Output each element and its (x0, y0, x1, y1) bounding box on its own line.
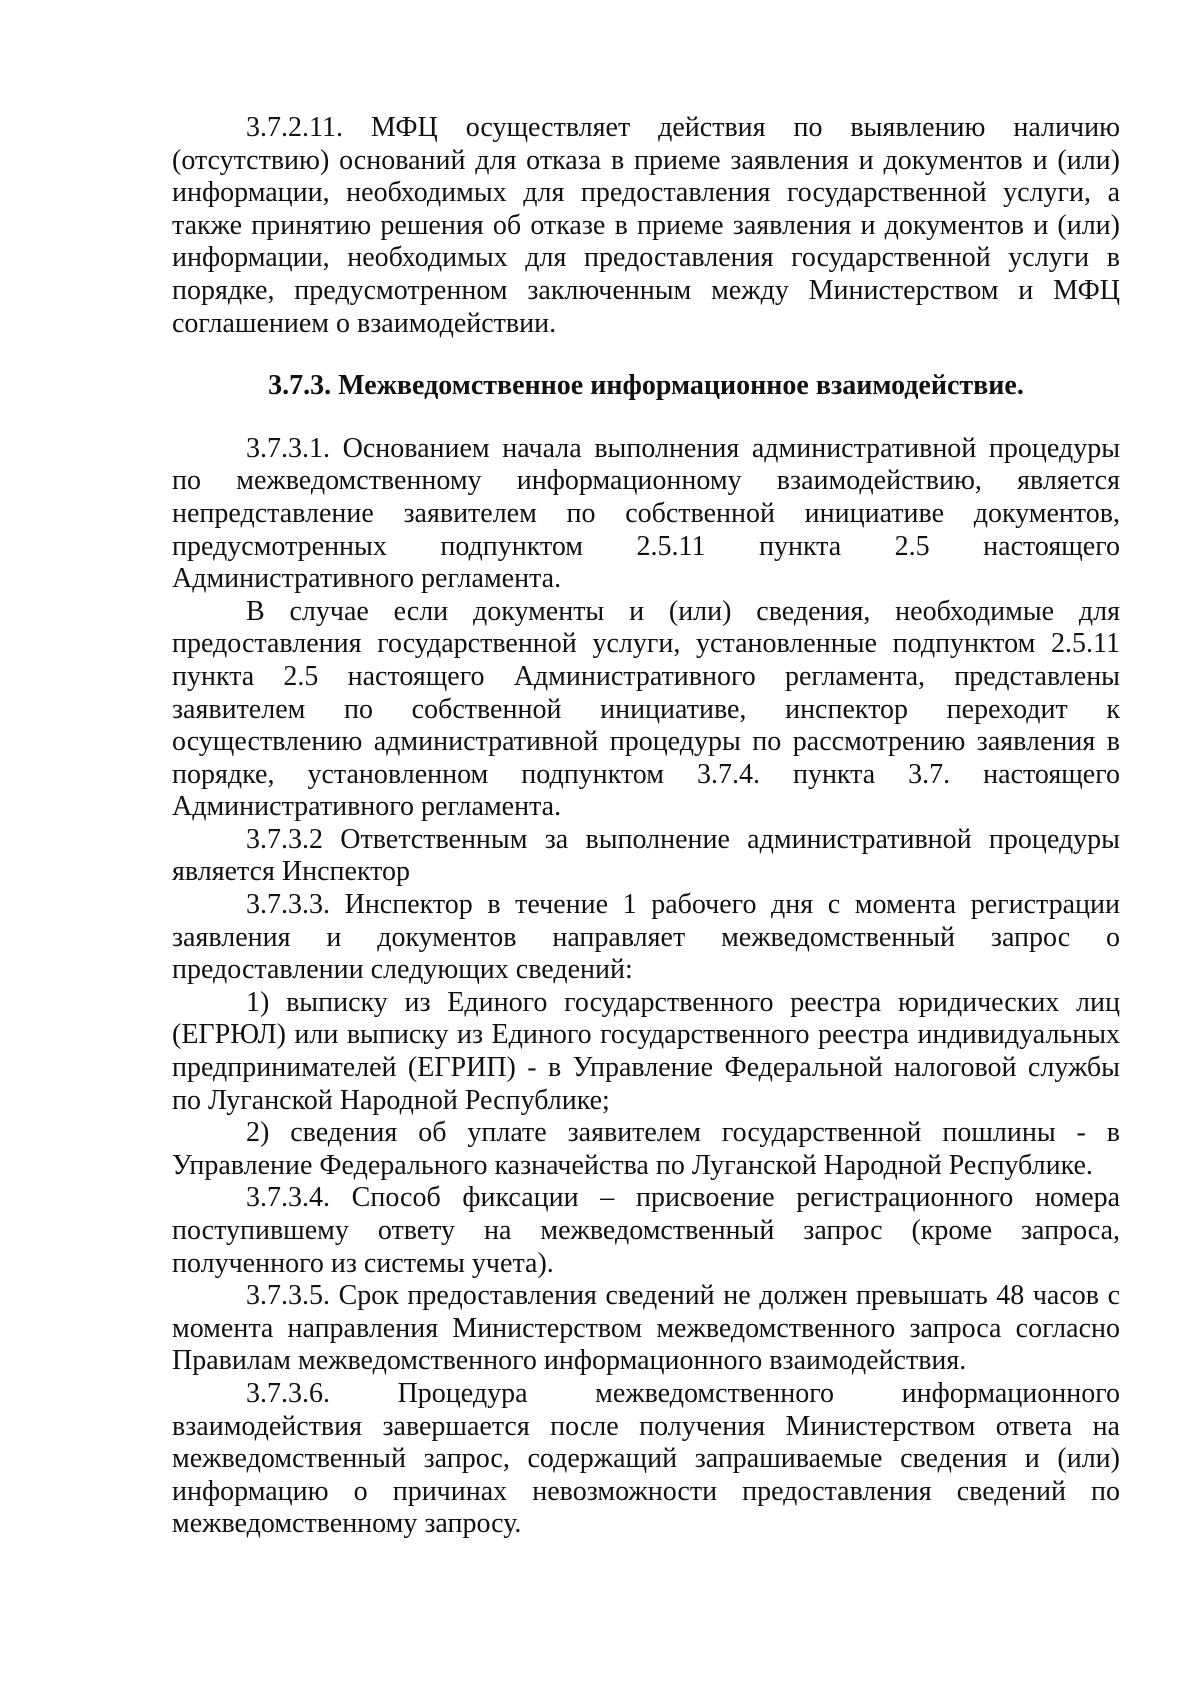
list-item-1-egrul: 1) выписку из Единого государственного реестра юридических лиц (ЕГРЮЛ) или выписку из Единого государственного реестра индивидуальных предпринимателей (ЕГРИП) - в Управление Федеральной налоговой службы по Луганской Народной Республике; (172, 986, 1120, 1116)
paragraph-3-7-2-11: 3.7.2.11. МФЦ осуществляет действия по выявлению наличию (отсутствию) оснований для отказа в приеме заявления и документов и (или) информации, необходимых для предоставления государственной услуги, а также принятию решения об отказе в приеме заявления и документов и (или) информации, необходимых для предоставления государственной услуги в порядке, предусмотренном заключенным между Министерством и МФЦ соглашением о взаимодействии. (172, 112, 1120, 339)
list-item-2-duty: 2) сведения об уплате заявителем государственной пошлины - в Управление Федерального казначейства по Луганской Народной Республике. (172, 1117, 1120, 1181)
paragraph-3-7-3-3: 3.7.3.3. Инспектор в течение 1 рабочего дня с момента регистрации заявления и документов направляет межведомственный запрос о предоставлении следующих сведений: (172, 889, 1120, 986)
paragraph-3-7-3-1: 3.7.3.1. Основанием начала выполнения административной процедуры по межведомственному информационному взаимодействию, является непредставление заявителем по собственной инициативе документов, предусмотренных подпунктом 2.5.11 пункта 2.5 настоящего Административного регламента. (172, 432, 1120, 595)
paragraph-self-initiative: В случае если документы и (или) сведения, необходимые для предоставления государственной услуги, установленные подпунктом 2.5.11 пункта 2.5 настоящего Административного регламента, представлены заявителем по собственной инициативе, инспектор переходит к осуществлению административной процедуры по рассмотрению заявления в порядке, установленном подпунктом 3.7.4. пункта 3.7. настоящего Административного регламента. (172, 595, 1120, 823)
paragraph-3-7-3-2: 3.7.3.2 Ответственным за выполнение административной процедуры является Инспектор (172, 823, 1120, 888)
paragraph-3-7-3-5: 3.7.3.5. Срок предоставления сведений не должен превышать 48 часов с момента направления Министерством межведомственного запроса согласно Правилам межведомственного информационного взаимодействия. (172, 1280, 1120, 1377)
paragraph-3-7-3-4: 3.7.3.4. Способ фиксации – присвоение регистрационного номера поступившему ответу на межведомственный запрос (кроме запроса, полученного из системы учета). (172, 1182, 1120, 1279)
document-body (172, 112, 1120, 1541)
paragraph-3-7-3-6: 3.7.3.6. Процедура межведомственного информационного взаимодействия завершается после получения Министерством ответа на межведомственный запрос, содержащий запрашиваемые сведения и (или) информацию о причинах невозможности предоставления сведений по межведомственному запросу. (172, 1377, 1120, 1540)
section-heading-3-7-3: 3.7.3. Межведомственное информационное взаимодействие. (268, 370, 1024, 402)
